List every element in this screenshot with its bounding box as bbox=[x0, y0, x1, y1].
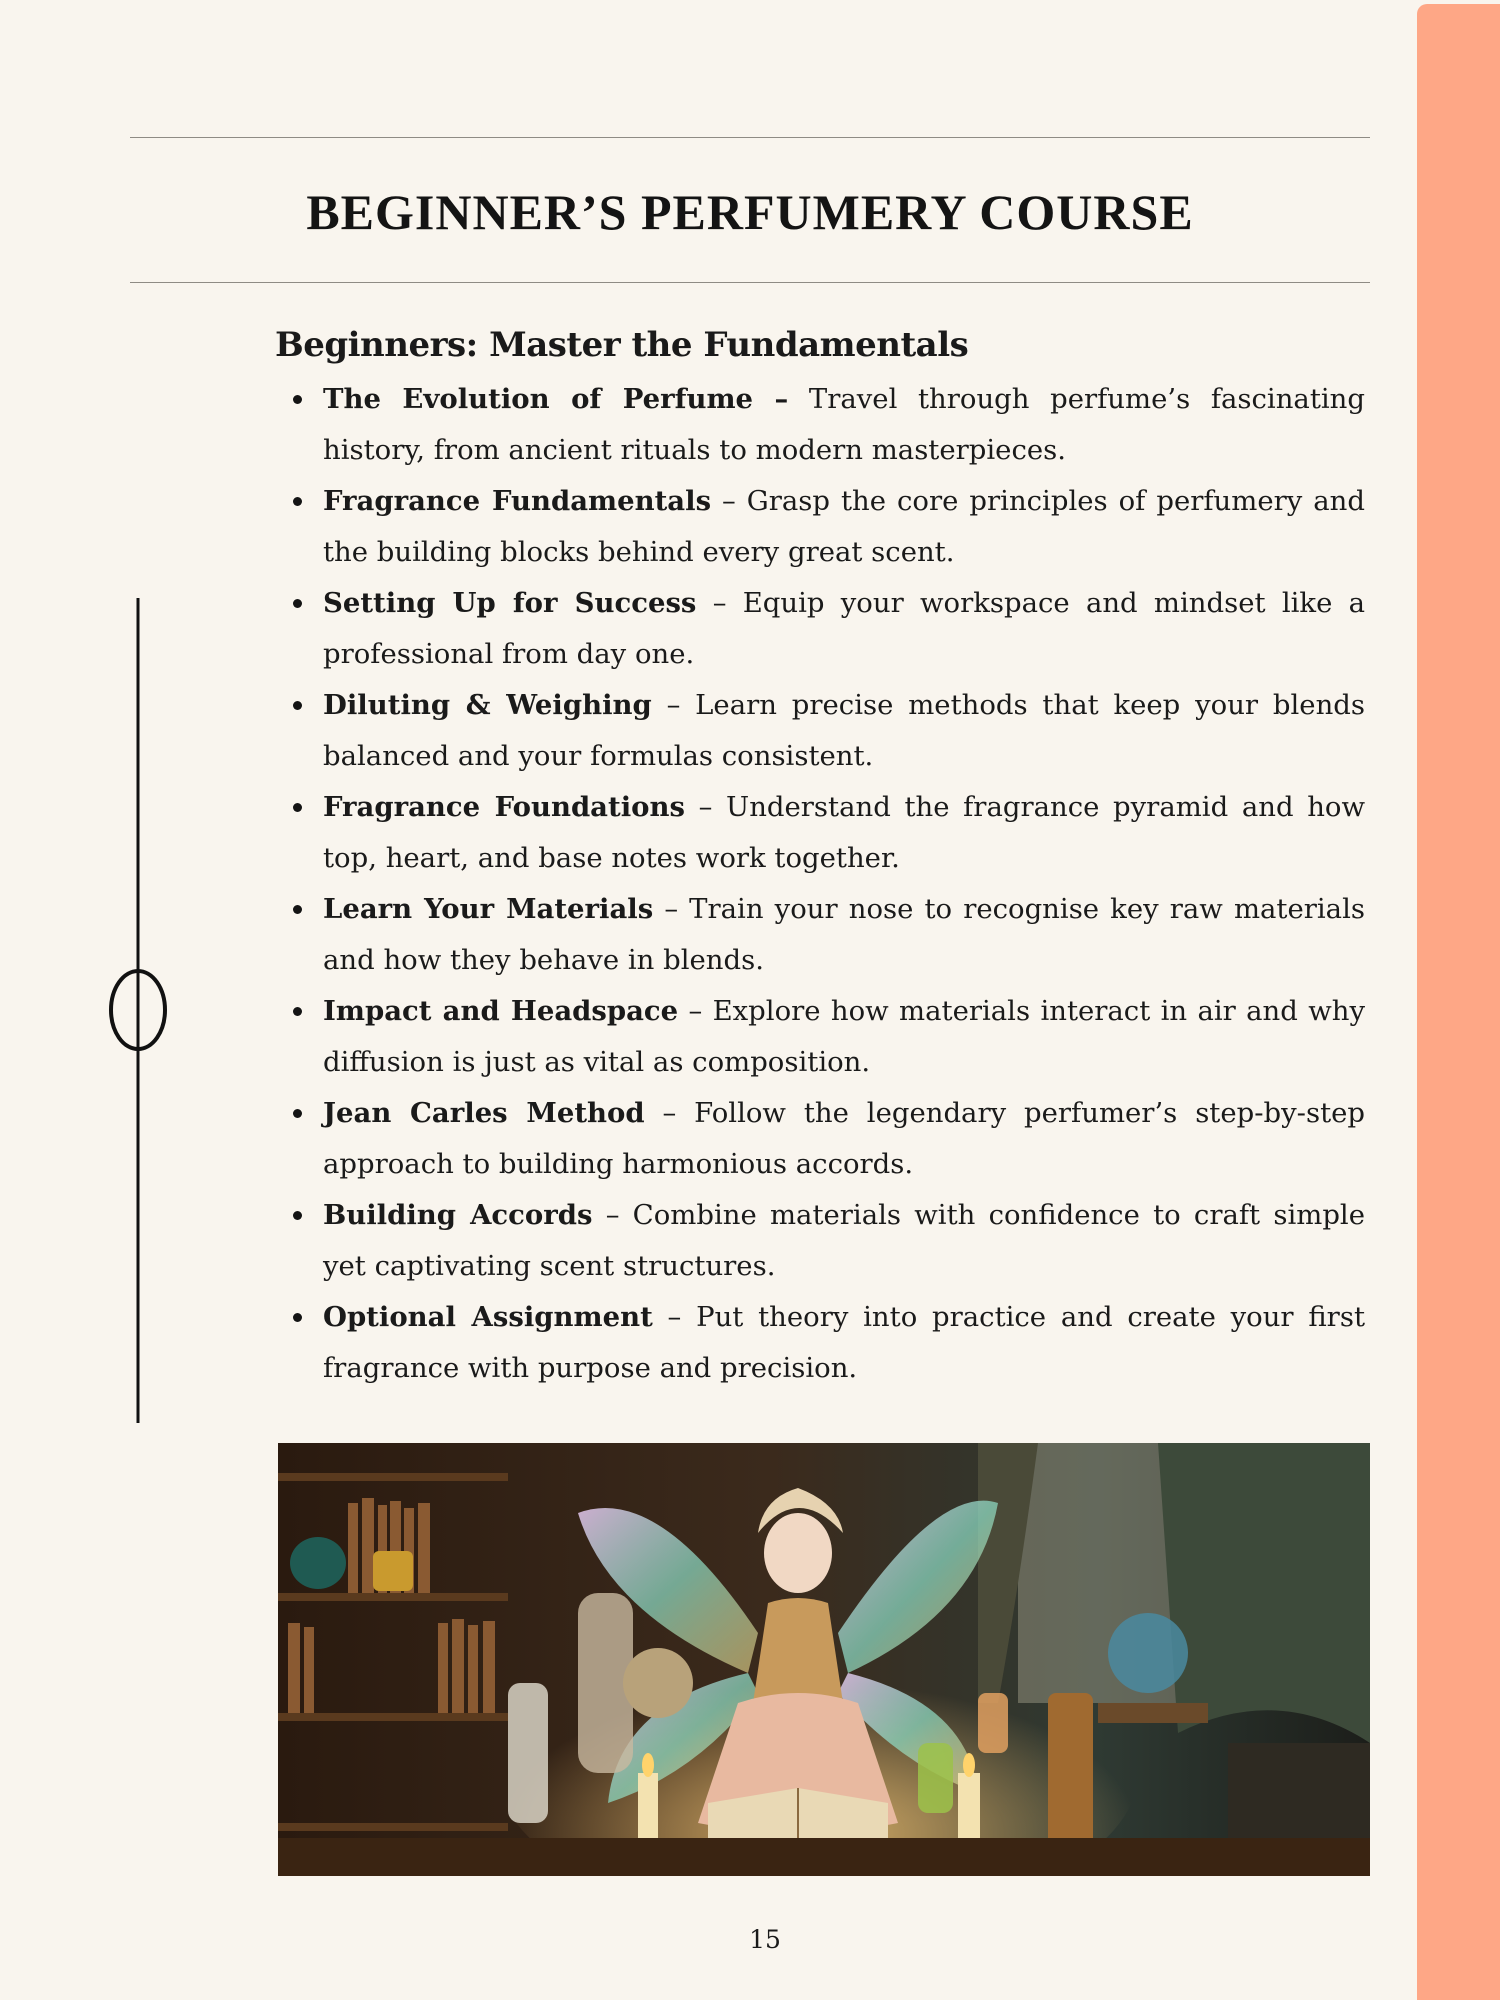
title-bottom-rule bbox=[130, 282, 1370, 283]
list-item bbox=[275, 578, 1365, 680]
bullet-icon bbox=[293, 1109, 302, 1118]
item-text: – Follow the legendary perfumer’s step-by-step approach to building harmonious accords. bbox=[323, 1097, 1366, 1180]
bullet-icon bbox=[293, 1211, 302, 1220]
item-term: Diluting & Weighing bbox=[323, 689, 652, 721]
item-term: Learn Your Materials bbox=[323, 893, 654, 925]
bullet-icon bbox=[293, 599, 302, 608]
list-item bbox=[275, 1088, 1365, 1190]
page-title: BEGINNER’S PERFUMERY COURSE bbox=[306, 184, 1194, 240]
item-term: Optional Assignment bbox=[323, 1301, 653, 1333]
item-text: – Combine materials with confidence to craft simple yet captivating scent structures. bbox=[323, 1199, 1365, 1282]
bullet-icon bbox=[293, 1007, 302, 1016]
bullet-icon bbox=[293, 1313, 302, 1322]
item-term: Setting Up for Success bbox=[323, 587, 697, 619]
list-item bbox=[275, 1292, 1365, 1394]
item-text: – Train your nose to recognise key raw materials and how they behave in blends. bbox=[323, 893, 1365, 976]
title-top-rule bbox=[130, 137, 1370, 138]
bullet-icon bbox=[293, 395, 302, 404]
bullet-icon bbox=[293, 803, 302, 812]
item-term: Impact and Headspace bbox=[323, 995, 679, 1027]
item-text: – Understand the fragrance pyramid and how top, heart, and base notes work together. bbox=[323, 791, 1365, 874]
item-text: – Explore how materials interact in air and why diffusion is just as vital as composition. bbox=[323, 995, 1365, 1078]
decorative-timeline bbox=[0, 0, 200, 1440]
fairy-perfumer-illustration bbox=[278, 1443, 1370, 1876]
section-heading: Beginners: Master the Fundamentals bbox=[275, 325, 969, 365]
item-text: – Put theory into practice and create your first fragrance with purpose and precision. bbox=[323, 1301, 1365, 1384]
item-term: Jean Carles Method bbox=[323, 1097, 645, 1129]
list-item bbox=[275, 680, 1365, 782]
item-text: – Learn precise methods that keep your blends balanced and your formulas consistent. bbox=[323, 689, 1366, 772]
list-item bbox=[275, 986, 1365, 1088]
bullet-icon bbox=[293, 905, 302, 914]
list-item bbox=[275, 884, 1365, 986]
list-item bbox=[275, 782, 1365, 884]
topic-list bbox=[275, 374, 1365, 1394]
item-text: – Equip your workspace and mindset like a professional from day one. bbox=[323, 587, 1366, 670]
bullet-icon bbox=[293, 701, 302, 710]
accent-sidebar bbox=[1417, 4, 1500, 2000]
list-item bbox=[275, 476, 1365, 578]
bullet-icon bbox=[293, 497, 302, 506]
list-item bbox=[275, 374, 1365, 476]
item-term: Fragrance Fundamentals bbox=[323, 485, 712, 517]
page-number: 15 bbox=[749, 1925, 781, 1954]
item-term: Building Accords bbox=[323, 1199, 593, 1231]
list-item bbox=[275, 1190, 1365, 1292]
item-text: – Grasp the core principles of perfumery and the building blocks behind every great scent. bbox=[323, 485, 1365, 568]
item-term: The Evolution of Perfume – bbox=[323, 383, 789, 415]
item-text: Travel through perfume’s fascinating history, from ancient rituals to modern masterpieces. bbox=[323, 383, 1365, 466]
item-term: Fragrance Foundations bbox=[323, 791, 685, 823]
